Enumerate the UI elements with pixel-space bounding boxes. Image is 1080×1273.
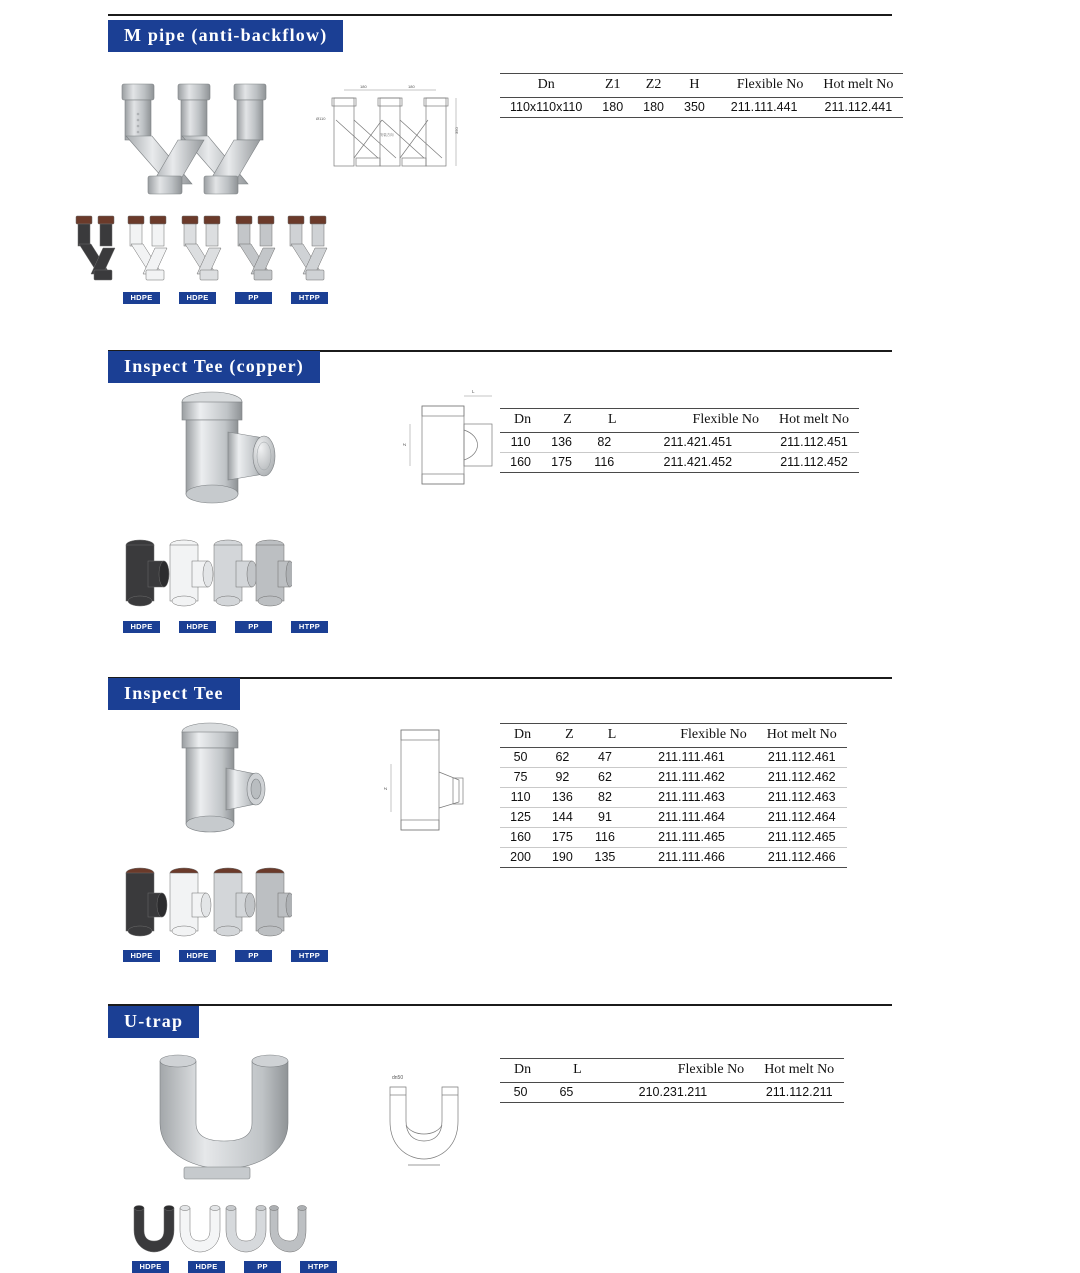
table-row: [500, 788, 847, 808]
cell-l: 116: [584, 828, 627, 848]
cell-flexible-no: 211.111.461: [626, 748, 757, 768]
cell-dn: 110x110x110: [500, 98, 592, 118]
tag-hdpe-1: HDPE: [123, 950, 160, 962]
cell-flexible-no: 211.421.451: [627, 433, 770, 453]
cell-hot-melt-no: 211.112.466: [757, 848, 847, 868]
cell-dn: 110: [500, 433, 541, 453]
svg-text:180: 180: [408, 84, 415, 89]
col-l: L: [573, 1062, 582, 1077]
cell-l: 65: [541, 1083, 592, 1103]
cell-flexible-no: 211.421.452: [627, 453, 770, 473]
cell-l: 82: [584, 788, 627, 808]
cell-z: 175: [541, 828, 584, 848]
col-dn: Dn: [514, 1062, 532, 1077]
col-z1: Z1: [604, 77, 621, 92]
spec-table-inspect-tee: [500, 723, 847, 868]
cell-hot-melt-no: 211.112.211: [754, 1083, 844, 1103]
col-flexible-no: Flexible No: [677, 1062, 745, 1077]
table-header-row: [500, 1059, 844, 1083]
cell-l: 82: [582, 433, 627, 453]
col-dn: Dn: [514, 727, 532, 742]
spec-table: [500, 1058, 844, 1103]
svg-text:350: 350: [454, 127, 459, 134]
cell-z: 62: [541, 748, 584, 768]
table-row: [500, 748, 847, 768]
col-hot-melt-no: Hot melt No: [764, 1062, 835, 1077]
cell-l: 116: [582, 453, 627, 473]
tag-pp: PP: [244, 1261, 281, 1273]
tag-hdpe-2: HDPE: [179, 950, 216, 962]
table-row: [500, 1083, 844, 1103]
section-header-m-pipe: [0, 0, 1080, 45]
col-z: Z: [565, 727, 574, 742]
table-row: [500, 453, 859, 473]
material-variants-u-trap: [128, 1200, 308, 1262]
cell-hot-melt-no: 211.112.461: [757, 748, 847, 768]
material-tags-inspect-tee: [123, 950, 328, 962]
cell-hot-melt-no: 211.112.462: [757, 768, 847, 788]
cell-flexible-no: 211.111.462: [626, 768, 757, 788]
cell-hot-melt-no: 211.112.464: [757, 808, 847, 828]
cell-z2: 180: [633, 98, 674, 118]
table-row: [500, 808, 847, 828]
cell-z: 175: [541, 453, 582, 473]
tag-htpp: HTPP: [291, 950, 328, 962]
tag-pp: PP: [235, 950, 272, 962]
svg-text:Z: Z: [402, 443, 407, 446]
tag-hdpe-2: HDPE: [179, 621, 216, 633]
col-flexible-no: Flexible No: [680, 727, 747, 742]
svg-text:Ø110: Ø110: [316, 116, 326, 121]
col-h: H: [689, 77, 700, 92]
cell-l: 135: [584, 848, 627, 868]
cell-dn: 50: [500, 748, 541, 768]
col-dn: Dn: [537, 77, 555, 92]
cell-h: 350: [674, 98, 715, 118]
cell-z1: 180: [592, 98, 633, 118]
cell-dn: 200: [500, 848, 541, 868]
cell-flexible-no: 211.111.441: [715, 98, 814, 118]
section-divider: [108, 1004, 892, 1006]
tag-hdpe-1: HDPE: [132, 1261, 169, 1273]
cell-hot-melt-no: 211.112.441: [813, 98, 903, 118]
product-photo-inspect-tee-copper: [168, 388, 288, 508]
tag-hdpe-2: HDPE: [179, 292, 216, 304]
cell-flexible-no: 211.111.466: [626, 848, 757, 868]
cell-l: 91: [584, 808, 627, 828]
table-row: [500, 828, 847, 848]
svg-text:Z: Z: [383, 787, 388, 790]
technical-drawing-inspect-tee-copper: [398, 380, 508, 510]
col-hot-melt-no: Hot melt No: [766, 727, 837, 742]
material-tags-inspect-tee-copper: [123, 621, 328, 633]
cell-l: 62: [584, 768, 627, 788]
cell-z: 92: [541, 768, 584, 788]
col-l: L: [607, 727, 617, 742]
section-title: M pipe (anti-backflow): [108, 20, 343, 52]
tag-htpp: HTPP: [291, 621, 328, 633]
svg-text:dn50: dn50: [392, 1075, 404, 1081]
cell-z: 144: [541, 808, 584, 828]
material-tags-m-pipe: [123, 292, 328, 304]
cell-dn: 125: [500, 808, 541, 828]
technical-drawing-inspect-tee: [375, 720, 475, 850]
material-variants-inspect-tee-copper: [122, 535, 292, 617]
cell-flexible-no: 210.231.211: [592, 1083, 755, 1103]
cell-dn: 160: [500, 828, 541, 848]
tag-hdpe-2: HDPE: [188, 1261, 225, 1273]
table-row: [500, 768, 847, 788]
product-photo-u-trap: [140, 1045, 310, 1190]
spec-table-inspect-tee-copper: [500, 408, 859, 473]
spec-table-u-trap: [500, 1058, 844, 1103]
cell-hot-melt-no: 211.112.463: [757, 788, 847, 808]
col-flexible-no: Flexible No: [692, 412, 760, 427]
material-tags-u-trap: [132, 1261, 337, 1273]
col-flexible-no: Flexible No: [736, 77, 804, 92]
col-z2: Z2: [645, 77, 662, 92]
cell-dn: 160: [500, 453, 541, 473]
svg-text:L: L: [472, 389, 475, 394]
table-row: [500, 433, 859, 453]
cell-hot-melt-no: 211.112.451: [769, 433, 859, 453]
technical-drawing-u-trap: [368, 1065, 478, 1175]
cell-hot-melt-no: 211.112.465: [757, 828, 847, 848]
cell-l: 47: [584, 748, 627, 768]
section-title: Inspect Tee (copper): [108, 351, 320, 383]
cell-z: 136: [541, 788, 584, 808]
cell-hot-melt-no: 211.112.452: [769, 453, 859, 473]
col-l: L: [607, 412, 617, 427]
section-divider: [108, 14, 892, 16]
col-hot-melt-no: Hot melt No: [779, 412, 850, 427]
table-row: [500, 848, 847, 868]
tag-htpp: HTPP: [291, 292, 328, 304]
material-variants-m-pipe: [72, 212, 332, 292]
tag-htpp: HTPP: [300, 1261, 337, 1273]
material-variants-inspect-tee: [122, 865, 292, 947]
tag-pp: PP: [235, 292, 272, 304]
section-title: U-trap: [108, 1006, 199, 1038]
product-photo-inspect-tee: [168, 720, 288, 840]
tag-hdpe-1: HDPE: [123, 292, 160, 304]
table-header-row: [500, 409, 859, 433]
col-z: Z: [563, 412, 572, 427]
svg-text:安装方向: 安装方向: [380, 133, 394, 137]
cell-z: 190: [541, 848, 584, 868]
spec-table: [500, 723, 847, 868]
cell-flexible-no: 211.111.465: [626, 828, 757, 848]
cell-flexible-no: 211.111.463: [626, 788, 757, 808]
spec-table: [500, 408, 859, 473]
cell-dn: 75: [500, 768, 541, 788]
tag-hdpe-1: HDPE: [123, 621, 160, 633]
table-header-row: [500, 724, 847, 748]
section-title: Inspect Tee: [108, 678, 240, 710]
col-dn: Dn: [514, 412, 532, 427]
col-hot-melt-no: Hot melt No: [823, 77, 894, 92]
cell-flexible-no: 211.111.464: [626, 808, 757, 828]
cell-dn: 50: [500, 1083, 541, 1103]
tag-pp: PP: [235, 621, 272, 633]
cell-z: 136: [541, 433, 582, 453]
cell-dn: 110: [500, 788, 541, 808]
svg-text:180: 180: [360, 84, 367, 89]
section-m-pipe: [0, 0, 1080, 302]
